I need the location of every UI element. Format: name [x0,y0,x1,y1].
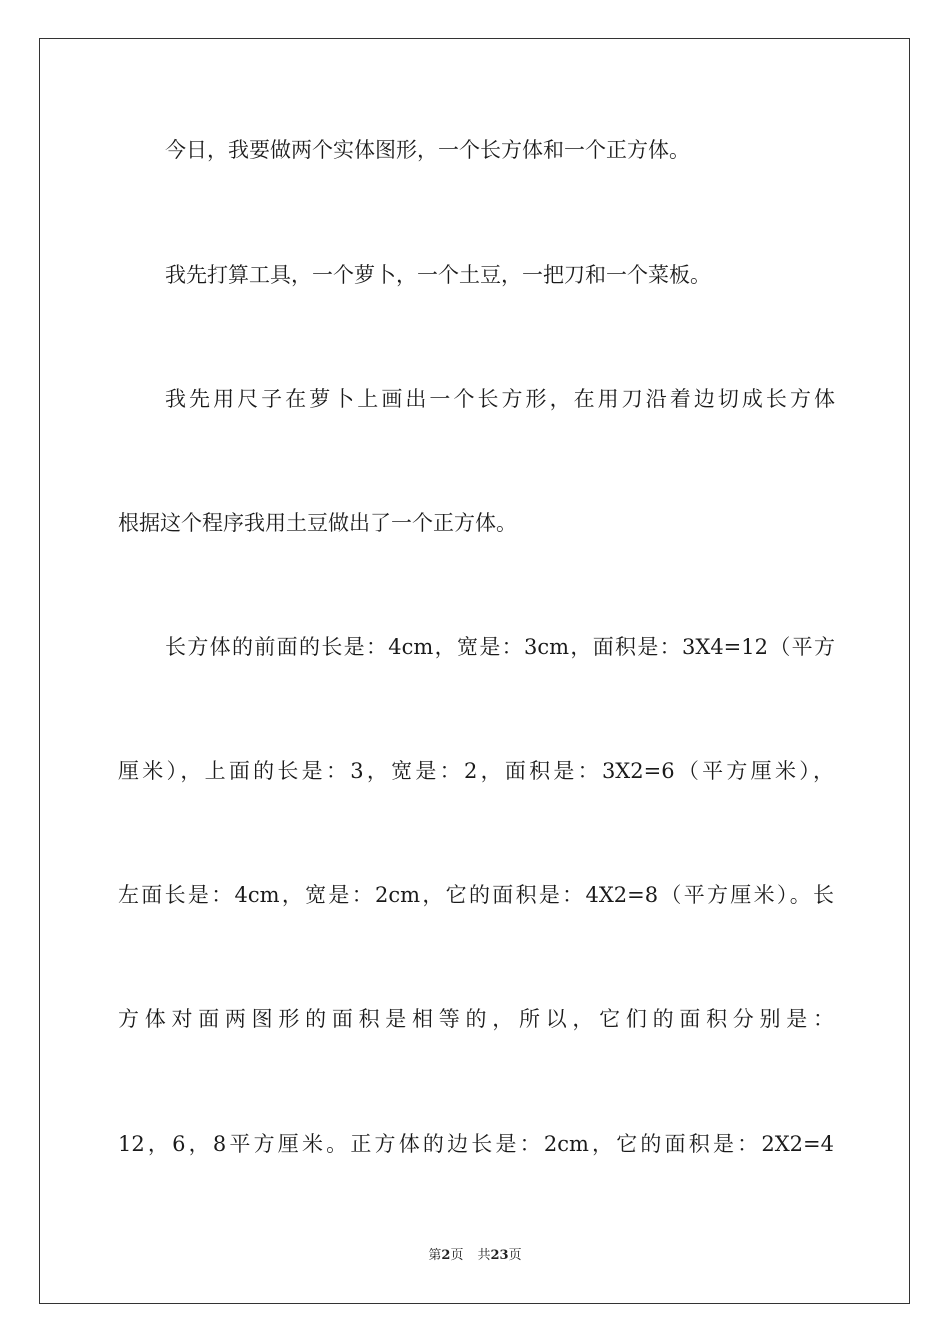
total-suffix: 页 [508,1248,522,1263]
paragraph-line-9: 12，6，8平方厘米。正方体的边长是：2cm，它的面积是：2X2=4 [118,1132,834,1156]
paragraph-line-8: 方体对面两图形的面积是相等的，所以，它们的面积分别是： [118,1007,834,1031]
paragraph-line-2: 我先打算工具，一个萝卜，一个土豆，一把刀和一个菜板。 [165,263,711,287]
page-footer [0,1248,950,1264]
paragraph-line-4: 根据这个程序我用土豆做出了一个正方体。 [118,511,517,535]
paragraph-line-6: 厘米），上面的长是：3，宽是：2，面积是：3X2=6（平方厘米）， [118,759,834,783]
paragraph-line-1: 今日，我要做两个实体图形，一个长方体和一个正方体。 [165,138,690,162]
page-number: 2 [441,1248,451,1263]
paragraph-line-5: 长方体的前面的长是：4cm，宽是：3cm，面积是：3X4=12（平方 [165,635,835,659]
total-pages: 23 [490,1248,509,1263]
paragraph-line-3: 我先用尺子在萝卜上画出一个长方形，在用刀沿着边切成长方体 [165,387,835,411]
page-prefix: 第 [428,1248,442,1263]
paragraph-line-7: 左面长是：4cm，宽是：2cm，它的面积是：4X2=8（平方厘米）。长 [118,883,834,907]
page-suffix: 页 [450,1248,464,1263]
total-prefix: 共 [477,1248,491,1263]
page-border [39,38,910,1304]
